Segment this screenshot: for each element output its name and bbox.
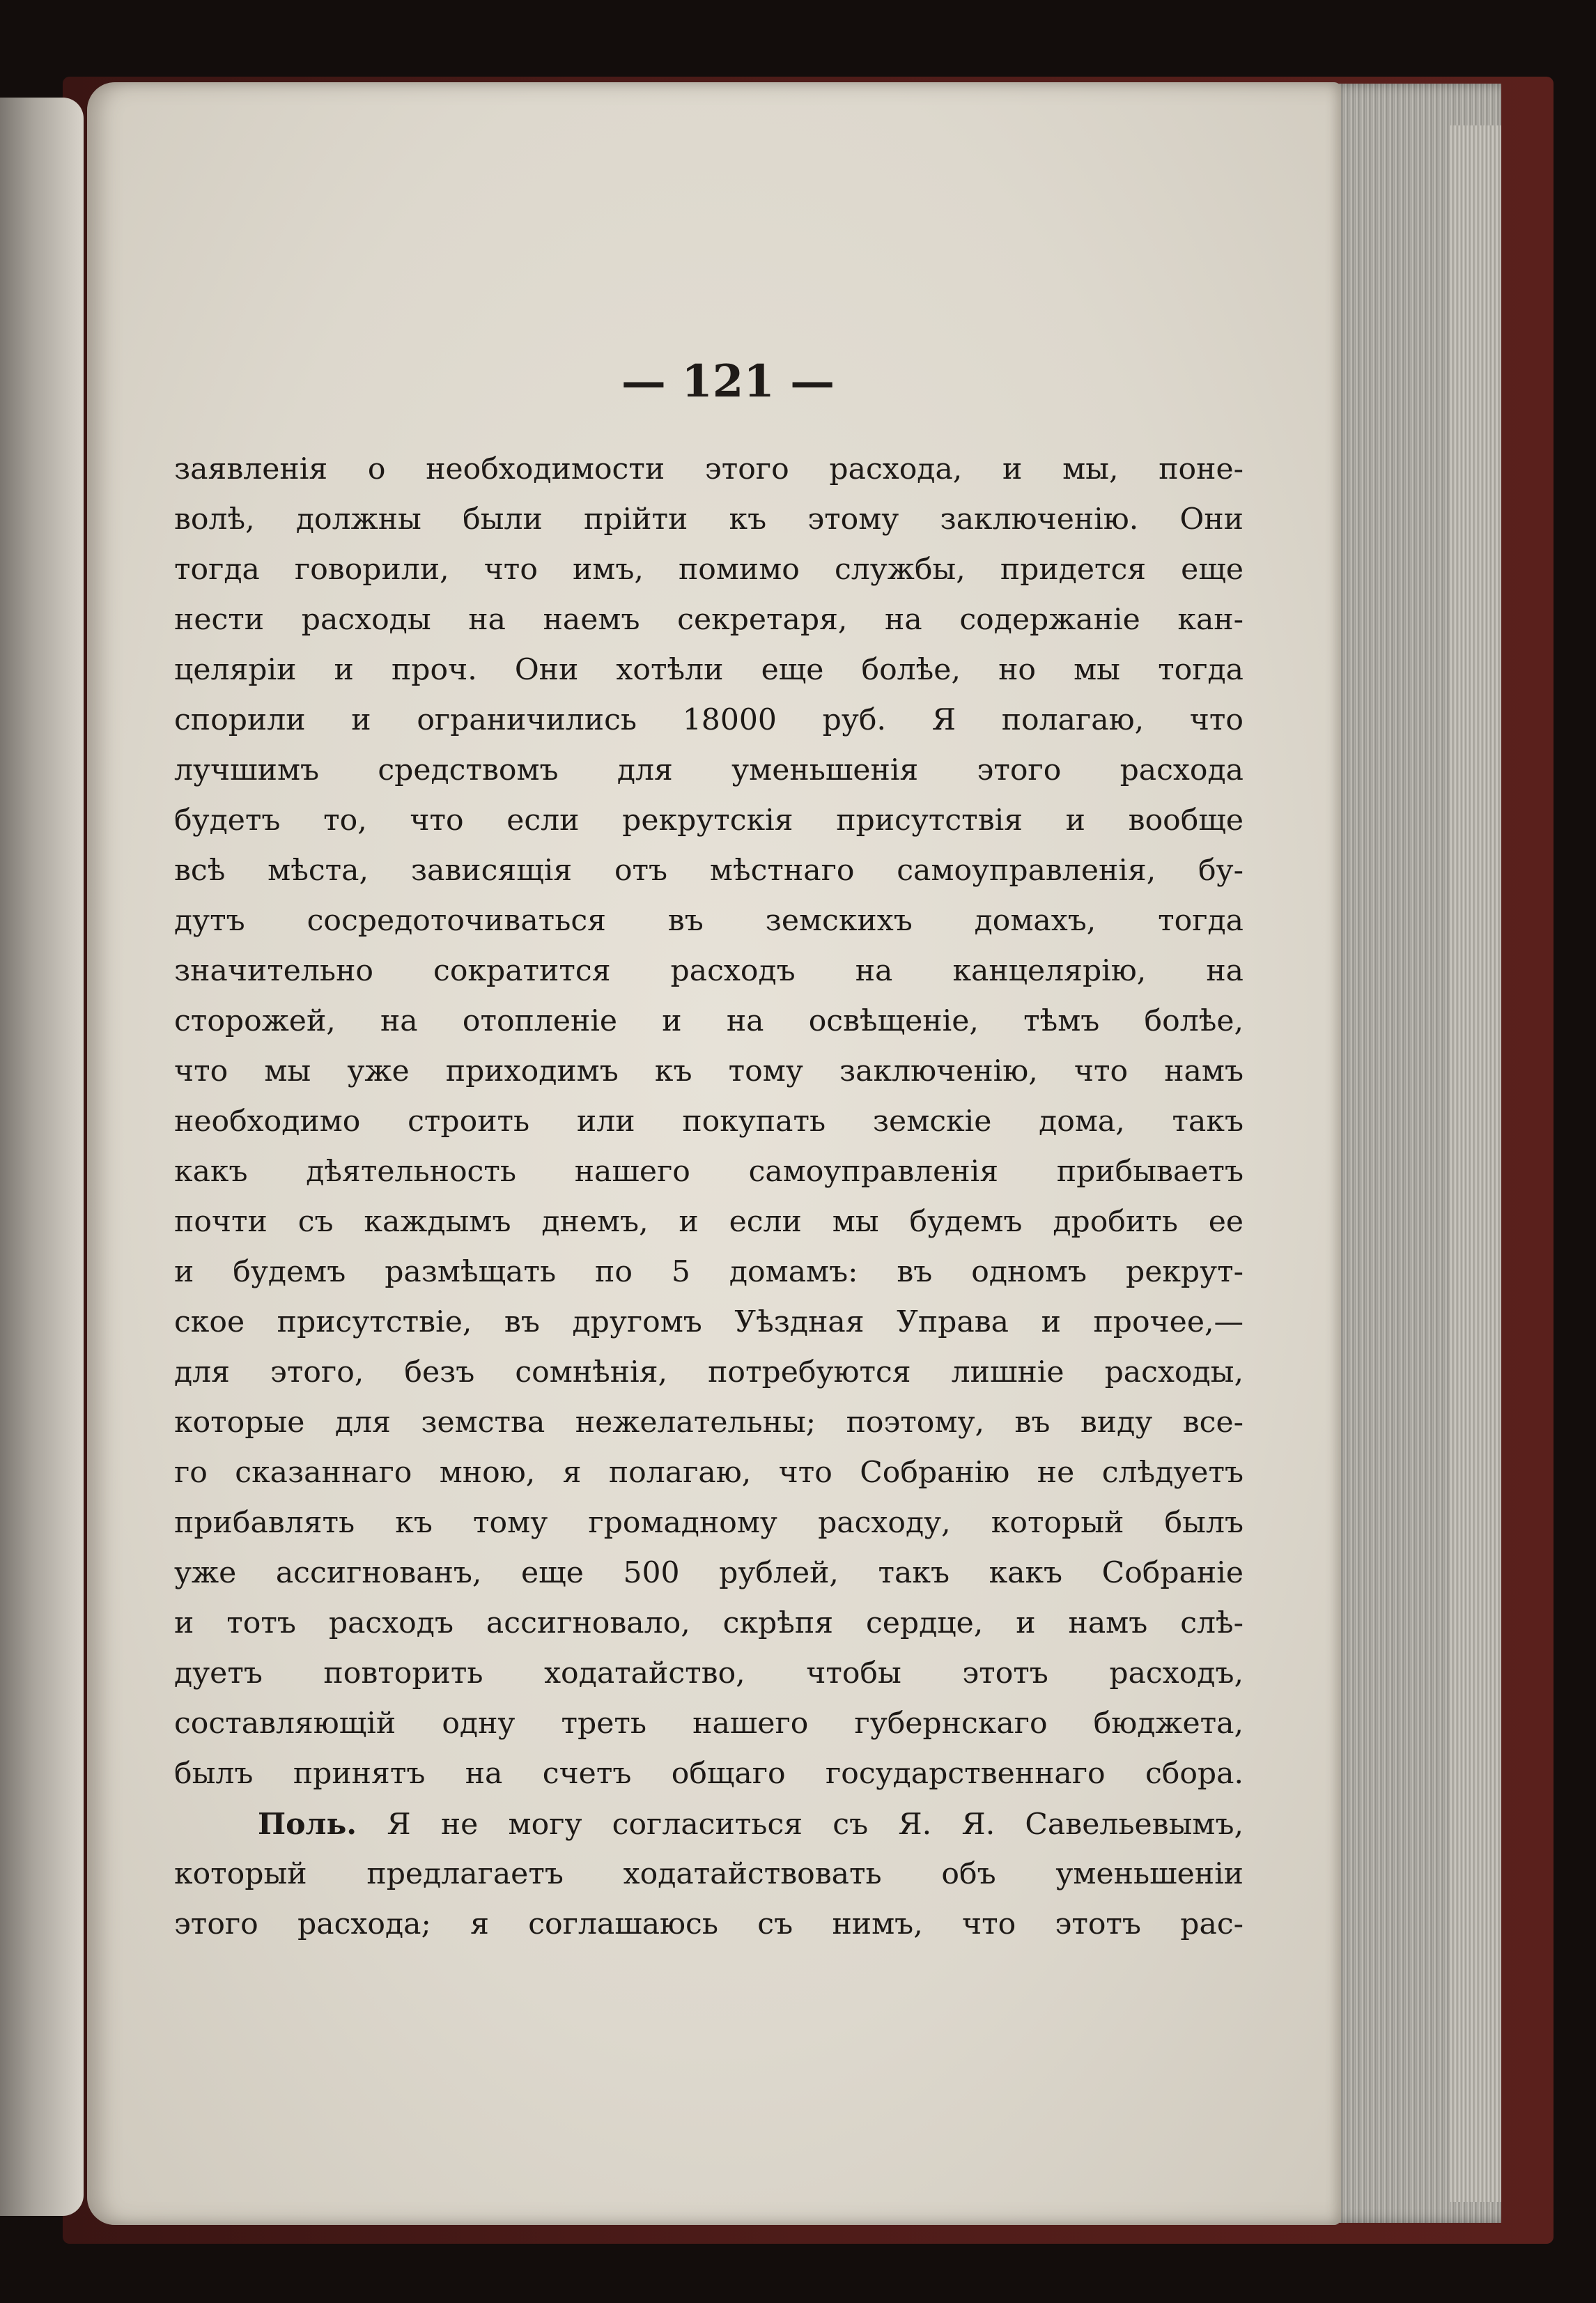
text-line: который предлагаетъ ходатайствовать объ уменьшеніи (174, 1857, 1244, 1891)
text-line: волѣ, должны были прійти къ этому заключенію. Они (174, 502, 1244, 537)
text-line: спорили и ограничились 18000 руб. Я полагаю, что (174, 703, 1244, 737)
text-line: лучшимъ средствомъ для уменьшенія этого расхода (174, 753, 1244, 787)
text-line: дуетъ повторить ходатайство, чтобы этотъ расходъ, (174, 1656, 1244, 1690)
text-line: всѣ мѣста, зависящія отъ мѣстнаго самоуправленія, бу- (174, 854, 1244, 888)
page-number: — 121 — (621, 355, 835, 408)
text-line: заявленія о необходимости этого расхода, и мы, поне- (174, 452, 1244, 486)
text-line: сторожей, на отопленіе и на освѣщеніе, тѣмъ болѣе, (174, 1004, 1244, 1038)
text-line: составляющій одну треть нашего губернскаго бюджета, (174, 1707, 1244, 1741)
text-line: ское присутствіе, въ другомъ Уѣздная Управа и прочее,— (174, 1305, 1244, 1339)
speaker-name: Поль. (258, 1807, 357, 1842)
text-line: значительно сократится расходъ на канцелярію, на (174, 954, 1244, 988)
text-line: почти съ каждымъ днемъ, и если мы будемъ дробить ее (174, 1205, 1244, 1239)
text-line: го сказаннаго мною, я полагаю, что Собранію не слѣдуетъ (174, 1456, 1244, 1490)
text-line: нести расходы на наемъ секретаря, на содержаніе кан- (174, 603, 1244, 637)
speaker-line-text: Я не могу согласиться съ Я. Я. Савельевымъ, (387, 1808, 1244, 1842)
text-line: что мы уже приходимъ къ тому заключенію, что намъ (174, 1054, 1244, 1088)
text-line: будетъ то, что если рекрутскія присутствія и вообще (174, 803, 1244, 838)
text-line: прибавлять къ тому громадному расходу, который былъ (174, 1506, 1244, 1540)
text-line: для этого, безъ сомнѣнія, потребуются лишніе расходы, (174, 1355, 1244, 1389)
text-line: былъ принятъ на счетъ общаго государственнаго сбора. (174, 1757, 1244, 1791)
speaker-line (174, 1799, 1244, 1849)
text-line: какъ дѣятельность нашего самоуправленія прибываетъ (174, 1155, 1244, 1189)
text-line: необходимо строить или покупать земскіе дома, такъ (174, 1104, 1244, 1139)
text-line: дутъ сосредоточиваться въ земскихъ домахъ, тогда (174, 904, 1244, 938)
book-page (87, 82, 1341, 2225)
text-line: уже ассигнованъ, еще 500 рублей, такъ какъ Собраніе (174, 1556, 1244, 1590)
body-text (174, 445, 1244, 1950)
text-line: и будемъ размѣщать по 5 домамъ: въ одномъ рекрут- (174, 1255, 1244, 1289)
text-line: этого расхода; я соглашаюсь съ нимъ, что этотъ рас- (174, 1907, 1244, 1941)
previous-page-edge (0, 98, 84, 2216)
text-line: целяріи и проч. Они хотѣли еще болѣе, но мы тогда (174, 653, 1244, 687)
page-block-edges-inner (1449, 125, 1501, 2202)
text-line: и тотъ расходъ ассигновало, скрѣпя сердце, и намъ слѣ- (174, 1606, 1244, 1640)
text-line: которые для земства нежелательны; поэтому, въ виду все- (174, 1405, 1244, 1440)
text-line: тогда говорили, что имъ, помимо службы, придется еще (174, 553, 1244, 587)
